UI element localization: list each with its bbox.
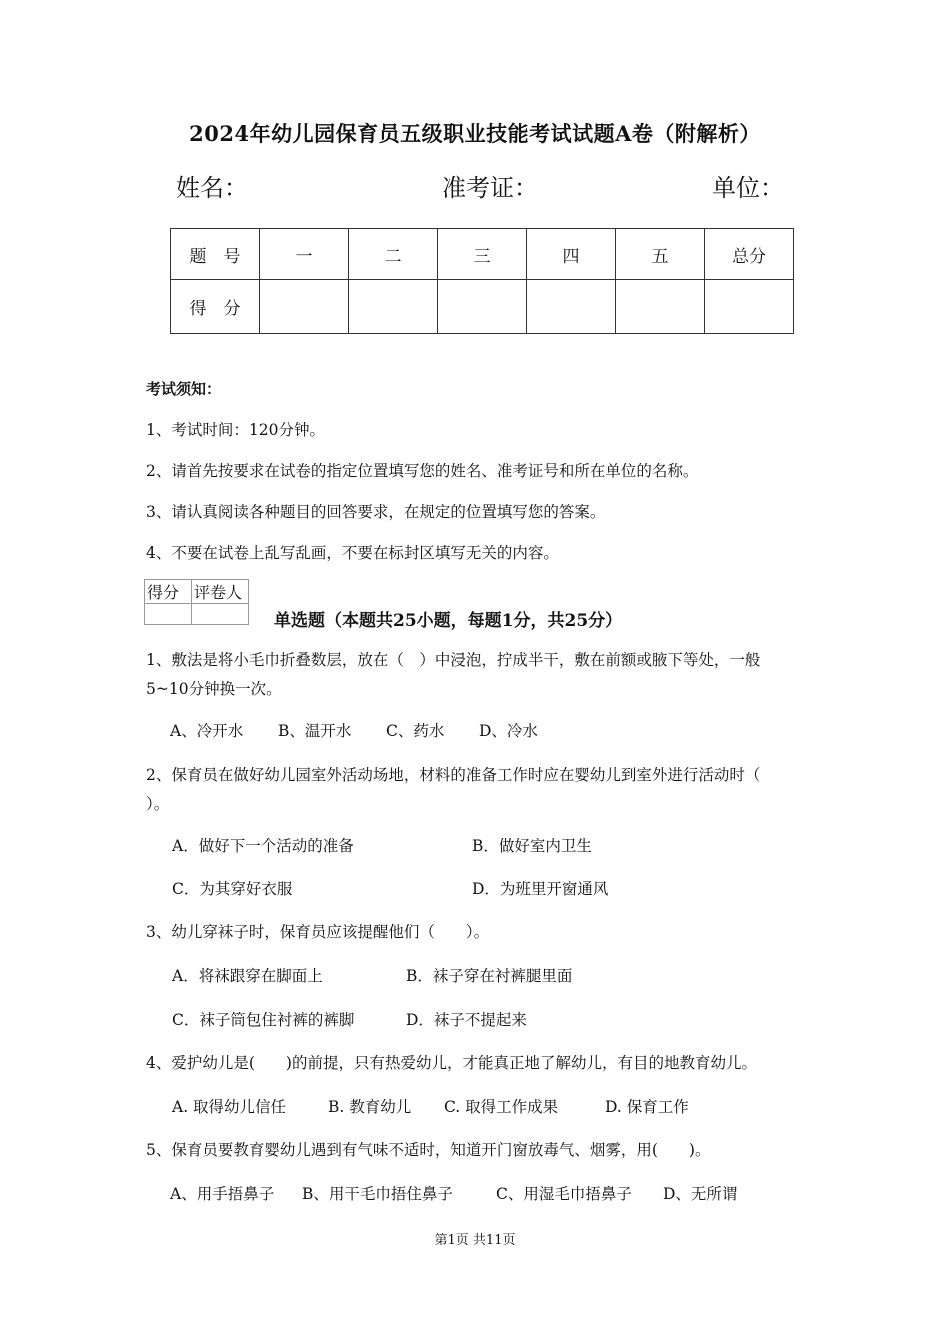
question-2-text: 2、保育员在做好幼儿园室外活动场地，材料的准备工作时应在婴幼儿到室外进行活动时（ xyxy=(146,766,761,784)
score-table-header-cell: 一 xyxy=(260,229,349,280)
page-title: 2024年幼儿园保育员五级职业技能考试试题A卷（附解析） xyxy=(189,121,761,146)
notice-item: 2、请首先按要求在试卷的指定位置填写您的姓名、准考证号和所在单位的名称。 xyxy=(146,462,699,480)
question-2-text-cont: ）。 xyxy=(146,795,170,813)
question-1-option-a[interactable]: A、冷开水 xyxy=(170,722,244,740)
score-table-header-cell: 题 号 xyxy=(171,229,260,280)
question-4-option-a[interactable]: A. 取得幼儿信任 xyxy=(172,1098,287,1116)
question-1-text: 1、敷法是将小毛巾折叠数层，放在（ ）中浸泡，拧成半干，敷在前额或腋下等处，一般 xyxy=(146,651,761,669)
unit-field-label: 单位： xyxy=(712,174,784,202)
score-cell[interactable] xyxy=(260,280,349,334)
question-1-option-b[interactable]: B、温开水 xyxy=(278,722,352,740)
score-table-header-cell: 二 xyxy=(349,229,438,280)
grader-name-label: 评卷人 xyxy=(192,580,249,604)
question-4-option-b[interactable]: B. 教育幼儿 xyxy=(328,1098,412,1116)
question-3-option-a[interactable]: A．将袜跟穿在脚面上 xyxy=(172,967,323,985)
question-4-option-d[interactable]: D. 保育工作 xyxy=(605,1098,689,1116)
question-3-option-b[interactable]: B．袜子穿在衬裤腿里面 xyxy=(406,967,573,985)
score-table-header-cell: 总分 xyxy=(705,229,794,280)
question-2-option-b[interactable]: B．做好室内卫生 xyxy=(472,837,592,855)
question-1-option-d[interactable]: D、冷水 xyxy=(479,722,538,740)
notice-item: 3、请认真阅读各种题目的回答要求，在规定的位置填写您的答案。 xyxy=(146,503,606,521)
question-1-text-cont: 5~10分钟换一次。 xyxy=(146,680,282,698)
section-title: 单选题（本题共25小题，每题1分，共25分） xyxy=(274,611,623,631)
score-cell[interactable] xyxy=(616,280,705,334)
question-5-option-a[interactable]: A、用手捂鼻子 xyxy=(170,1185,275,1203)
question-2-option-c[interactable]: C．为其穿好衣服 xyxy=(172,880,293,898)
question-4-option-c[interactable]: C. 取得工作成果 xyxy=(444,1098,559,1116)
score-table-header-cell: 四 xyxy=(527,229,616,280)
question-4-text: 4、爱护幼儿是( )的前提，只有热爱幼儿，才能真正地了解幼儿，有目的地教育幼儿。 xyxy=(146,1054,757,1072)
grader-box xyxy=(144,579,249,625)
question-3-text: 3、幼儿穿袜子时，保育员应该提醒他们（ ）。 xyxy=(146,923,490,941)
score-table-header-row xyxy=(171,229,794,280)
grader-score-label: 得分 xyxy=(145,580,192,604)
score-cell[interactable] xyxy=(349,280,438,334)
score-table-score-row xyxy=(171,280,794,334)
score-table-header-cell: 三 xyxy=(438,229,527,280)
exam-id-field-label: 准考证： xyxy=(442,174,538,202)
grader-score-cell[interactable] xyxy=(145,604,192,625)
notice-item: 4、不要在试卷上乱写乱画，不要在标封区填写无关的内容。 xyxy=(146,544,559,562)
question-3-option-c[interactable]: C．袜子筒包住衬裤的裤脚 xyxy=(172,1011,355,1029)
question-2-option-d[interactable]: D．为班里开窗通风 xyxy=(472,880,609,898)
question-5-text: 5、保育员要教育婴幼儿遇到有气味不适时，知道开门窗放毒气、烟雾，用( )。 xyxy=(146,1141,711,1159)
notice-item: 1、考试时间：120分钟。 xyxy=(146,421,325,439)
score-cell[interactable] xyxy=(527,280,616,334)
name-field-label: 姓名： xyxy=(176,174,248,202)
score-cell[interactable] xyxy=(705,280,794,334)
score-table xyxy=(170,228,794,334)
score-cell[interactable] xyxy=(438,280,527,334)
question-5-option-b[interactable]: B、用干毛巾捂住鼻子 xyxy=(302,1185,453,1203)
question-2-option-a[interactable]: A．做好下一个活动的准备 xyxy=(172,837,354,855)
page-footer: 第1页 共11页 xyxy=(434,1233,516,1248)
question-1-option-c[interactable]: C、药水 xyxy=(386,722,445,740)
score-table-header-cell: 五 xyxy=(616,229,705,280)
question-3-option-d[interactable]: D．袜子不提起来 xyxy=(406,1011,527,1029)
question-5-option-d[interactable]: D、无所谓 xyxy=(663,1185,738,1203)
score-table-row-label: 得 分 xyxy=(171,280,260,334)
question-5-option-c[interactable]: C、用湿毛巾捂鼻子 xyxy=(496,1185,632,1203)
notice-heading: 考试须知： xyxy=(146,380,222,398)
grader-name-cell[interactable] xyxy=(192,604,249,625)
